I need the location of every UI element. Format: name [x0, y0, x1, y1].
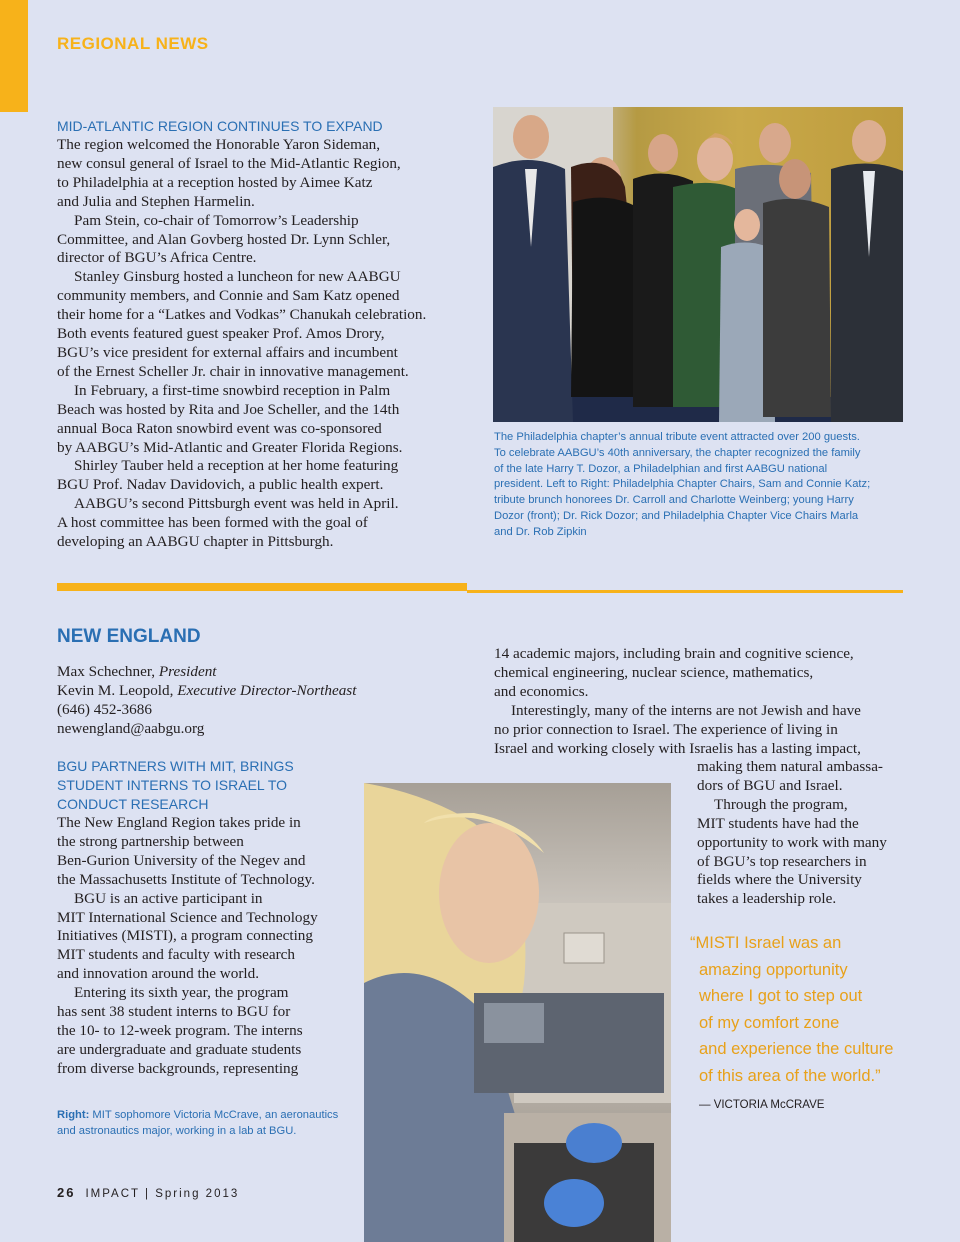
body-line: Entering its sixth year, the program [74, 984, 289, 1002]
midatlantic-body [57, 136, 477, 552]
quote-line: and experience the culture [699, 1040, 894, 1059]
body-line: opportunity to work with many [697, 833, 887, 851]
body-line: and Julia and Stephen Harmelin. [57, 192, 255, 210]
body-line: annual Boca Raton snowbird event was co-sponsored [57, 419, 382, 437]
caption-text: MIT sophomore Victoria McCrave, an aeronautics and astronautics major, working in a lab at BGU. [57, 1109, 339, 1137]
body-line: the Massachusetts Institute of Technology. [57, 870, 315, 888]
body-line: 14 academic majors, including brain and cognitive science, [494, 645, 854, 662]
caption-line: To celebrate AABGU’s 40th anniversary, the chapter recognized the family [494, 446, 861, 459]
mit-article-right-column [697, 758, 917, 909]
director-role: Executive Director-Northeast [177, 681, 357, 699]
caption-line: and Dr. Rob Zipkin [494, 525, 587, 538]
page-number: 26 [57, 1185, 76, 1200]
section-divider [57, 583, 467, 591]
body-line: the 10- to 12-week program. The interns [57, 1021, 303, 1039]
body-line: and innovation around the world. [57, 965, 260, 983]
president-role: President [158, 663, 217, 680]
body-line: MIT students and faculty with research [57, 946, 296, 964]
philadelphia-event-photo [493, 107, 903, 422]
mit-partnership-headline [57, 757, 357, 814]
body-line: director of BGU’s Africa Centre. [57, 249, 257, 267]
body-line: Shirley Tauber held a reception at her home featuring [74, 457, 399, 475]
body-line: Ben-Gurion University of the Negev and [57, 851, 306, 869]
contact-email[interactable]: newengland@aabgu.org [57, 719, 205, 737]
group-photo-illustration [493, 107, 903, 422]
quote-line: “MISTI Israel was an [690, 934, 842, 952]
body-line: developing an AABGU chapter in Pittsburgh. [57, 533, 334, 551]
body-line: making them natural ambassa- [697, 758, 883, 775]
body-line: Both events featured guest speaker Prof. Amos Drory, [57, 325, 385, 343]
body-line: Interestingly, many of the interns are not Jewish and have [511, 701, 861, 719]
contact-phone: (646) 452-3686 [57, 700, 152, 718]
body-line: new consul general of Israel to the Mid-Atlantic Region, [57, 154, 401, 172]
body-line: Israel and working closely with Israelis has a lasting impact, [494, 739, 861, 757]
body-line: Through the program, [714, 795, 848, 813]
pull-quote [690, 930, 893, 1090]
body-line: BGU is an active participant in [74, 889, 263, 907]
section-label: REGIONAL NEWS [57, 34, 209, 53]
body-line: no prior connection to Israel. The experience of living in [494, 720, 838, 738]
caption-line: Dozor (front); Dr. Rick Dozor; and Philadelphia Chapter Vice Chairs Marla [494, 509, 859, 522]
accent-bar [0, 0, 28, 112]
body-line: from diverse backgrounds, representing [57, 1059, 299, 1077]
quote-line: of my comfort zone [699, 1013, 840, 1032]
headline-line: CONDUCT RESEARCH [57, 796, 209, 812]
section-divider-rule [467, 590, 903, 593]
body-line: Initiatives (MISTI), a program connecting [57, 927, 313, 945]
body-line: MIT students have had the [697, 814, 859, 832]
body-line: are undergraduate and graduate students [57, 1040, 302, 1058]
body-line: The New England Region takes pride in [57, 814, 301, 831]
quote-attribution: — VICTORIA McCRAVE [699, 1099, 825, 1111]
publication-name: IMPACT | Spring 2013 [85, 1188, 240, 1200]
caption-line: president. Left to Right: Philadelphia Chapter Chairs, Sam and Connie Katz; [494, 478, 871, 491]
quote-line: amazing opportunity [699, 960, 848, 979]
body-line: by AABGU’s Mid-Atlantic and Greater Florida Regions. [57, 438, 403, 456]
body-line: to Philadelphia at a reception hosted by Aimee Katz [57, 173, 373, 191]
headline-line: BGU PARTNERS WITH MIT, BRINGS [57, 758, 294, 774]
body-line: A host committee has been formed with the goal of [57, 514, 368, 532]
philadelphia-photo-caption [494, 430, 904, 541]
headline-line: STUDENT INTERNS TO ISRAEL TO [57, 777, 288, 793]
body-line: BGU Prof. Nadav Davidovich, a public health expert. [57, 476, 384, 494]
body-line: In February, a first-time snowbird reception in Palm [74, 381, 391, 399]
new-england-contacts [57, 663, 417, 739]
body-line: fields where the University [697, 871, 862, 889]
midatlantic-headline: MID-ATLANTIC REGION CONTINUES TO EXPAND [57, 118, 383, 134]
quote-line: of this area of the world.” [699, 1066, 881, 1085]
caption-line: of the late Harry T. Dozor, a Philadelphian and first AABGU national [494, 462, 828, 475]
body-line: AABGU’s second Pittsburgh event was held in April. [74, 495, 399, 513]
quote-line: where I got to step out [699, 987, 863, 1006]
president-name: Max Schechner, [57, 663, 156, 680]
body-line: of BGU’s top researchers in [697, 852, 867, 870]
body-line: community members, and Connie and Sam Katz opened [57, 287, 400, 305]
body-line: of the Ernest Scheller Jr. chair in innovative management. [57, 362, 409, 380]
mit-article-right-top [494, 645, 914, 758]
body-line: and economics. [494, 682, 589, 700]
body-line: Beach was hosted by Rita and Joe Scheller, and the 14th [57, 400, 400, 418]
body-line: MIT International Science and Technology [57, 908, 318, 926]
caption-line: tribute brunch honorees Dr. Carroll and Charlotte Weinberg; young Harry [494, 494, 854, 507]
mit-article-left-column [57, 814, 357, 1079]
body-line: takes a leadership role. [697, 890, 837, 908]
body-line: dors of BGU and Israel. [697, 776, 843, 794]
body-line: chemical engineering, nuclear science, mathematics, [494, 663, 814, 681]
student-photo-caption [57, 1108, 357, 1140]
body-line: Pam Stein, co-chair of Tomorrow’s Leadership [74, 211, 359, 229]
lab-photo-illustration [364, 783, 671, 1242]
body-line: Committee, and Alan Govberg hosted Dr. Lynn Schler, [57, 230, 391, 248]
director-name: Kevin M. Leopold, [57, 681, 174, 699]
body-line: their home for a “Latkes and Vodkas” Chanukah celebration. [57, 306, 427, 324]
caption-lead: Right: [57, 1109, 90, 1121]
body-line: The region welcomed the Honorable Yaron Sideman, [57, 136, 381, 153]
body-line: BGU’s vice president for external affairs and incumbent [57, 343, 398, 361]
page-footer [57, 1185, 239, 1200]
new-england-title: NEW ENGLAND [57, 626, 201, 647]
body-line: the strong partnership between [57, 832, 244, 850]
body-line: has sent 38 student interns to BGU for [57, 1003, 291, 1021]
student-lab-photo [364, 783, 671, 1242]
caption-line: The Philadelphia chapter’s annual tribute event attracted over 200 guests. [494, 431, 860, 443]
body-line: Stanley Ginsburg hosted a luncheon for new AABGU [74, 268, 401, 286]
